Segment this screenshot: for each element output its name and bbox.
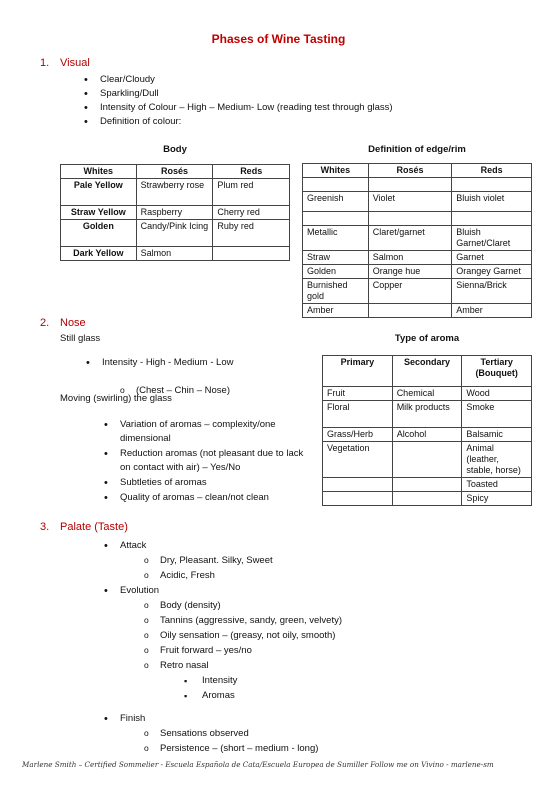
table-cell: Chemical [392, 387, 462, 401]
table-cell [323, 492, 393, 506]
sub-list-item: o Persistence – (short – medium - long) [144, 742, 342, 756]
table-cell [368, 304, 452, 318]
sub-list-item: o Acidic, Fresh [144, 569, 342, 583]
aroma-table [322, 355, 532, 506]
section-visual-heading [40, 57, 90, 69]
table-cell: Cherry red [213, 206, 290, 220]
section-nose-heading [40, 317, 86, 329]
table-row [303, 226, 532, 251]
column-header: Reds [213, 165, 290, 179]
table-cell: Bluish Garnet/Claret [452, 226, 532, 251]
table-row [61, 179, 290, 206]
body-table [60, 164, 290, 261]
moving-glass-label: Moving (swirling) the glass [60, 393, 172, 404]
table-cell: Spicy [462, 492, 532, 506]
table-cell: Orangey Garnet [452, 265, 532, 279]
visual-bullets [84, 73, 393, 129]
column-header: Secondary [392, 356, 462, 387]
list-item: • Intensity of Colour – High – Medium- Low (reading test through glass) [84, 101, 393, 115]
table-cell [303, 212, 369, 226]
section-title: Visual [60, 57, 90, 69]
table-cell [368, 212, 452, 226]
list-item-attack: • Attack [104, 539, 342, 553]
table-cell: Straw [303, 251, 369, 265]
palate-list [104, 539, 342, 756]
table-cell: Vegetation [323, 442, 393, 478]
section-number: 3. [40, 521, 50, 533]
table-header-row [323, 356, 532, 387]
list-item: • Variation of aromas – complexity/one dimensional [104, 418, 308, 446]
table-cell: Wood [462, 387, 532, 401]
table-cell: Salmon [136, 247, 213, 261]
table-cell: Garnet [452, 251, 532, 265]
table-cell [392, 478, 462, 492]
list-item: • Definition of colour: [84, 115, 393, 129]
table-row [323, 401, 532, 428]
table-cell: Alcohol [392, 428, 462, 442]
table-cell: Toasted [462, 478, 532, 492]
edge-table [302, 163, 532, 318]
list-item-evolution: • Evolution [104, 584, 342, 598]
table-cell [392, 492, 462, 506]
table-cell: Metallic [303, 226, 369, 251]
still-glass-label: Still glass [60, 333, 101, 344]
table-cell: Plum red [213, 179, 290, 206]
table-row [323, 442, 532, 478]
table-cell: Balsamic [462, 428, 532, 442]
table-row [323, 478, 532, 492]
table-cell: Straw Yellow [61, 206, 137, 220]
table-cell [303, 178, 369, 192]
table-row [303, 265, 532, 279]
table-row [303, 279, 532, 304]
table-cell: Candy/Pink Icing [136, 220, 213, 247]
evolution-sublist [104, 599, 342, 703]
table-cell: Pale Yellow [61, 179, 137, 206]
sub-list-item: o (Chest – Chin – Nose) [120, 384, 557, 398]
table-cell: Orange hue [368, 265, 452, 279]
list-item: • Subtleties of aromas [104, 476, 308, 490]
table-cell: Greenish [303, 192, 369, 212]
table-row [61, 220, 290, 247]
table-cell: Sienna/Brick [452, 279, 532, 304]
table-row [323, 428, 532, 442]
table-row [303, 212, 532, 226]
sub-list-item: o Body (density) [144, 599, 342, 613]
section-title: Palate (Taste) [60, 521, 128, 533]
sub-sub-list-item: ▪ Aromas [184, 689, 342, 703]
finish-sublist [104, 727, 342, 756]
section-title: Nose [60, 317, 86, 329]
table-cell [392, 442, 462, 478]
list-item: • Sparkling/Dull [84, 87, 393, 101]
table-cell: Golden [303, 265, 369, 279]
table-row [303, 251, 532, 265]
table-cell [452, 212, 532, 226]
table-cell [452, 178, 532, 192]
edge-caption: Definition of edge/rim [368, 144, 466, 155]
table-cell: Copper [368, 279, 452, 304]
table-row [61, 247, 290, 261]
table-cell: Animal (leather, stable, horse) [462, 442, 532, 478]
table-cell: Violet [368, 192, 452, 212]
page-title: Phases of Wine Tasting [211, 32, 346, 46]
column-header: Whites [303, 164, 369, 178]
list-item: • Clear/Cloudy [84, 73, 393, 87]
section-palate-heading [40, 521, 128, 533]
table-cell: Grass/Herb [323, 428, 393, 442]
footer-credit: Marlene Smith – Certified Sommelier - Escuela Española de Cata/Escuela Europea de Sumiller Follow me on Vivino - marlene-sm [22, 760, 494, 769]
column-header: Tertiary (Bouquet) [462, 356, 532, 387]
sub-list-item: o Oily sensation – (greasy, not oily, smooth) [144, 629, 342, 643]
column-header: Whites [61, 165, 137, 179]
table-cell: Amber [452, 304, 532, 318]
moving-bullets [104, 418, 308, 505]
table-cell: Raspberry [136, 206, 213, 220]
list-item-finish: • Finish [104, 712, 342, 726]
sub-list-item: o Sensations observed [144, 727, 342, 741]
table-header-row [303, 164, 532, 178]
table-cell: Ruby red [213, 220, 290, 247]
table-cell: Dark Yellow [61, 247, 137, 261]
sub-sub-list-item: ▪ Intensity [184, 674, 342, 688]
table-cell: Floral [323, 401, 393, 428]
list-item: • Reduction aromas (not pleasant due to lack on contact with air) – Yes/No [104, 447, 308, 475]
table-cell [368, 178, 452, 192]
sub-list-item: o Dry, Pleasant. Silky, Sweet [144, 554, 342, 568]
table-row [61, 206, 290, 220]
column-header: Primary [323, 356, 393, 387]
column-header: Rosés [136, 165, 213, 179]
column-header: Rosés [368, 164, 452, 178]
aroma-caption: Type of aroma [394, 333, 460, 344]
table-cell: Fruit [323, 387, 393, 401]
table-row [303, 178, 532, 192]
table-row [323, 387, 532, 401]
attack-sublist [104, 554, 342, 583]
table-row [303, 304, 532, 318]
retro-sublist [144, 674, 342, 703]
table-cell: Milk products [392, 401, 462, 428]
table-cell: Golden [61, 220, 137, 247]
sub-list-item: o Fruit forward – yes/no [144, 644, 342, 658]
section-number: 2. [40, 317, 50, 329]
table-cell: Burnished gold [303, 279, 369, 304]
list-item: • Intensity - High - Medium - Low [86, 356, 557, 370]
table-cell: Strawberry rose [136, 179, 213, 206]
table-cell: Smoke [462, 401, 532, 428]
table-cell: Claret/garnet [368, 226, 452, 251]
table-row [323, 492, 532, 506]
column-header: Reds [452, 164, 532, 178]
table-cell [213, 247, 290, 261]
table-row [303, 192, 532, 212]
table-cell: Amber [303, 304, 369, 318]
sub-list-item: o Tannins (aggressive, sandy, green, velvety) [144, 614, 342, 628]
table-header-row [61, 165, 290, 179]
table-cell [323, 478, 393, 492]
section-number: 1. [40, 57, 50, 69]
table-cell: Salmon [368, 251, 452, 265]
table-cell: Bluish violet [452, 192, 532, 212]
body-caption: Body [163, 144, 187, 155]
sub-list-item: o Retro nasal [144, 659, 342, 673]
list-item: • Quality of aromas – clean/not clean [104, 491, 308, 505]
